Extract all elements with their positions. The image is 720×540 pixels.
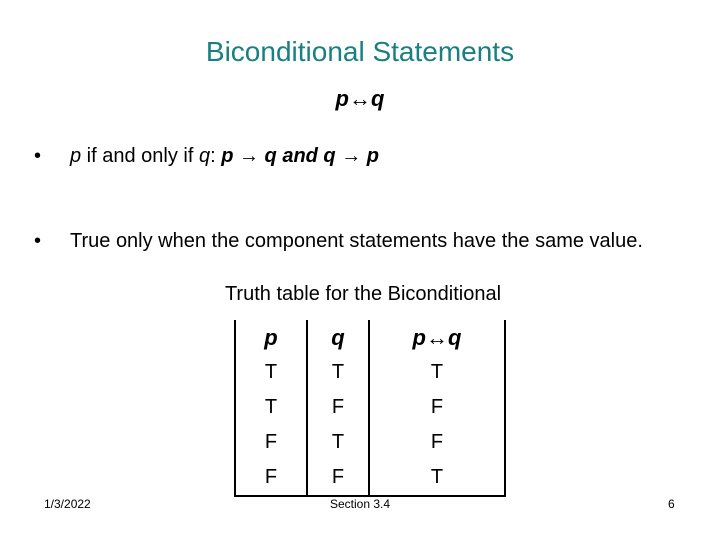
cell-p: T [235, 390, 307, 425]
slide-title: Biconditional Statements [205, 36, 515, 67]
header-p: p [235, 320, 307, 355]
table-caption: Truth table for the Biconditional [224, 283, 502, 305]
truth-table [234, 320, 506, 497]
footer-page-number: 6 [668, 497, 675, 511]
var-p: p [70, 145, 82, 167]
table-row [235, 460, 505, 496]
table-row [235, 355, 505, 390]
text-iff: if and only if [81, 145, 199, 167]
header-p-iff-q: p↔q [369, 320, 505, 355]
var-q: q [198, 145, 211, 167]
cell-result: F [369, 390, 505, 425]
cell-result: T [369, 355, 505, 390]
bullet-truth-condition [34, 230, 654, 253]
implication-expression: p → q and q → p [221, 145, 379, 167]
cell-p: F [235, 425, 307, 460]
cell-p: F [235, 460, 307, 496]
header-q: q [307, 320, 369, 355]
cell-q: F [307, 390, 369, 425]
cell-result: T [369, 460, 505, 496]
table-row [235, 425, 505, 460]
footer-section: Section 3.4 [329, 497, 391, 511]
cell-p: T [235, 355, 307, 390]
bullet-marker: • [34, 230, 42, 252]
footer-date: 1/3/2022 [44, 497, 91, 511]
bullet-truth-text: True only when the component statements have the same value. [70, 230, 643, 252]
biconditional-formula: p↔q [335, 86, 385, 111]
cell-result: F [369, 425, 505, 460]
cell-q: T [307, 355, 369, 390]
text-colon: : [210, 145, 222, 167]
bullet-definition-text [70, 145, 654, 168]
table-header-row [235, 320, 505, 355]
bullet-definition [34, 145, 654, 168]
cell-q: F [307, 460, 369, 496]
table-row [235, 390, 505, 425]
bullet-marker: • [34, 145, 42, 167]
cell-q: T [307, 425, 369, 460]
